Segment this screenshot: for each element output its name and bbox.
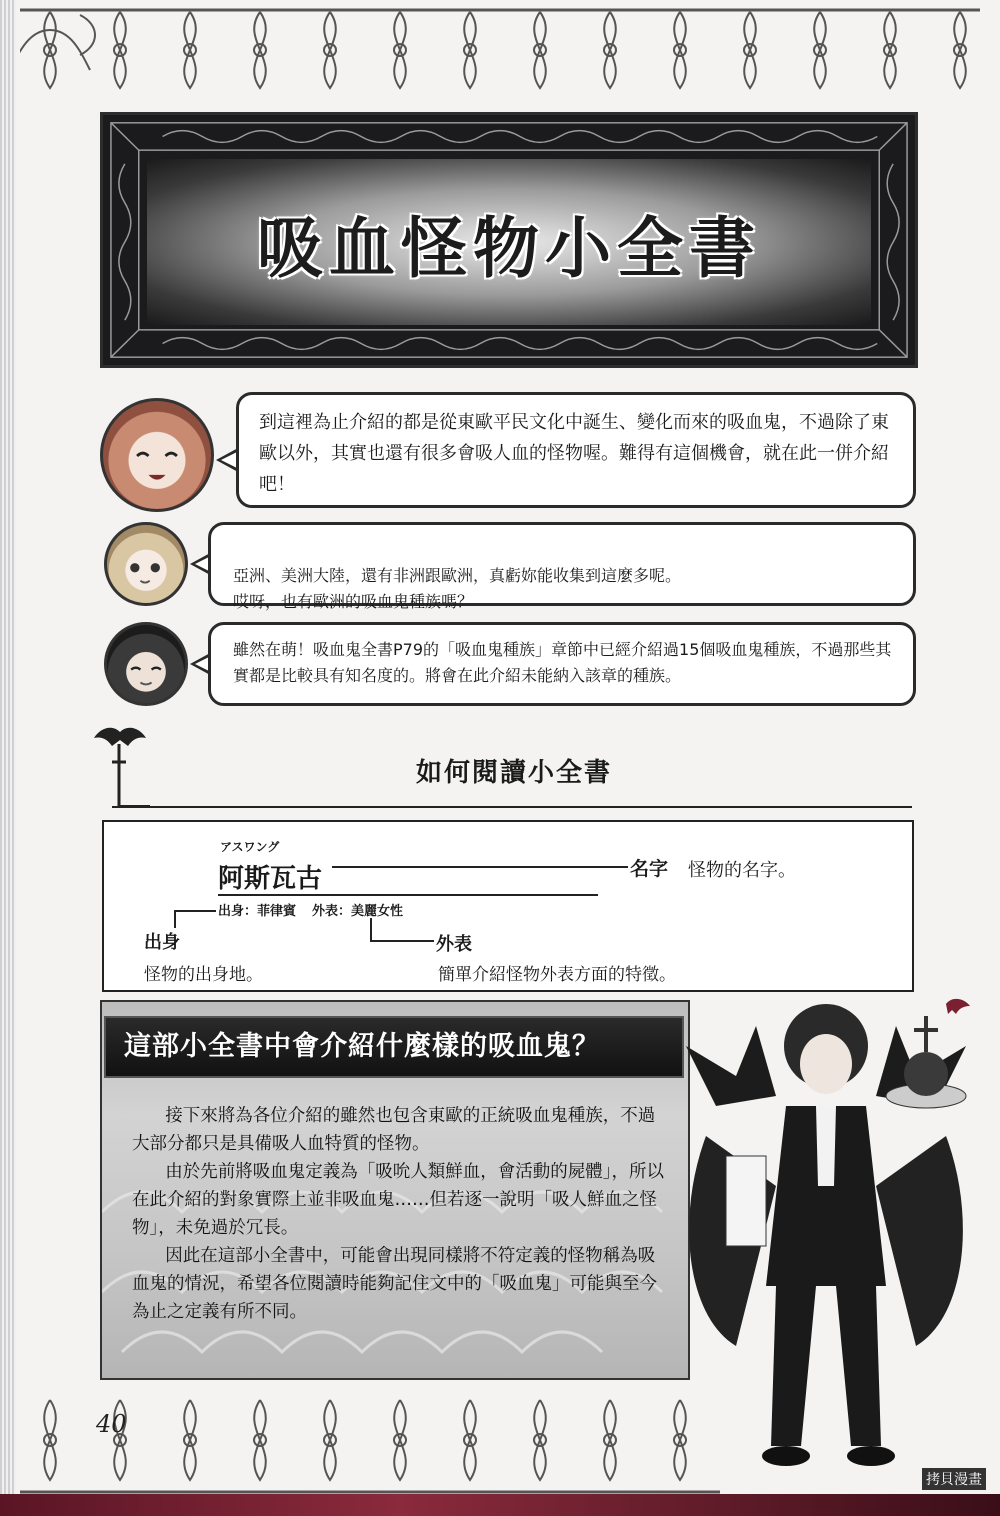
appearance-desc: 簡單介紹怪物外表方面的特徵。 [438, 965, 676, 985]
name-label: 名字 [630, 858, 669, 880]
dialogue-text-2: 亞洲、美洲大陸，還有非洲跟歐洲，真虧妳能收集到這麼多呢。 哎呀，也有歐洲的吸血鬼種族嗎？ [233, 566, 682, 611]
sample-appearance: 外表：美麗女性 [312, 904, 404, 919]
dialogue-text-1: 到這裡為止介紹的都是從東歐平民文化中誕生、變化而來的吸血鬼，不過除了東歐以外，其實也還有很多會吸人血的怪物喔。難得有這個機會，就在此一併介紹吧！ [259, 412, 889, 495]
reading-guide-box [102, 820, 914, 992]
section-heading-how-to-read: 如何閱讀小全書 [416, 758, 613, 788]
panel-body [132, 1102, 672, 1326]
sample-name: 阿斯瓦古 [218, 864, 323, 894]
title-plate [147, 159, 871, 325]
speech-tail [216, 448, 238, 472]
name-line [332, 866, 628, 868]
panel-paragraph: 由於先前將吸血鬼定義為「吸吮人類鮮血，會活動的屍體」，所以在此介紹的對象實際上並非吸血鬼……但若逐一說明「吸人鮮血之怪物」，未免過於冗長。 [132, 1162, 664, 1238]
sample-origin: 出身：菲律賓 [218, 904, 297, 919]
dialogue-text-3: 雖然在萌！吸血鬼全書P79的「吸血鬼種族」章節中已經介紹過15個吸血鬼種族，不過那些其實都是比較具有知名度的。將會在此介紹未能納入該章的種族。 [233, 640, 892, 685]
origin-connector [174, 910, 216, 928]
header-underline [218, 894, 598, 896]
bottom-ornament [20, 1380, 980, 1498]
face-icon [107, 625, 185, 703]
section-rule [112, 806, 912, 808]
panel-paragraph: 接下來將為各位介紹的雖然也包含東歐的正統吸血鬼種族，不過大部分都只是具備吸人血特質的怪物。 [132, 1106, 656, 1154]
appearance-label: 外表 [436, 934, 472, 955]
speech-bubble-2 [208, 522, 916, 611]
watermark: 拷貝漫畫 [922, 1468, 986, 1490]
sample-reading: アスワング [220, 840, 280, 854]
panel-heading: 這部小全書中會介紹什麼樣的吸血鬼？ [104, 1016, 684, 1078]
page-edge [0, 0, 16, 1516]
face-icon [103, 401, 211, 509]
origin-desc: 怪物的出身地。 [144, 965, 263, 985]
speech-bubble-3 [208, 622, 916, 706]
bottom-color-strip [0, 1494, 1000, 1516]
page-title: 吸血怪物小全書 [257, 208, 761, 287]
avatar-boy-dark [104, 622, 188, 706]
name-desc: 怪物的名字。 [688, 860, 796, 881]
bat-cross-icon [90, 722, 150, 812]
origin-label: 出身 [144, 932, 180, 953]
avatar-girl-blonde [104, 522, 188, 606]
top-ornament [20, 0, 980, 95]
appearance-connector [370, 918, 434, 942]
panel-paragraph: 因此在這部小全書中，可能會出現同樣將不符定義的怪物稱為吸血鬼的情況，希望各位閱讀時能夠記住文中的「吸血鬼」可能與至今為止之定義有所不同。 [132, 1246, 657, 1322]
title-banner [100, 112, 918, 368]
speech-bubble-1 [236, 392, 916, 508]
avatar-girl-red [100, 398, 214, 512]
page-number: 40 [96, 1410, 127, 1438]
face-icon [107, 525, 185, 603]
